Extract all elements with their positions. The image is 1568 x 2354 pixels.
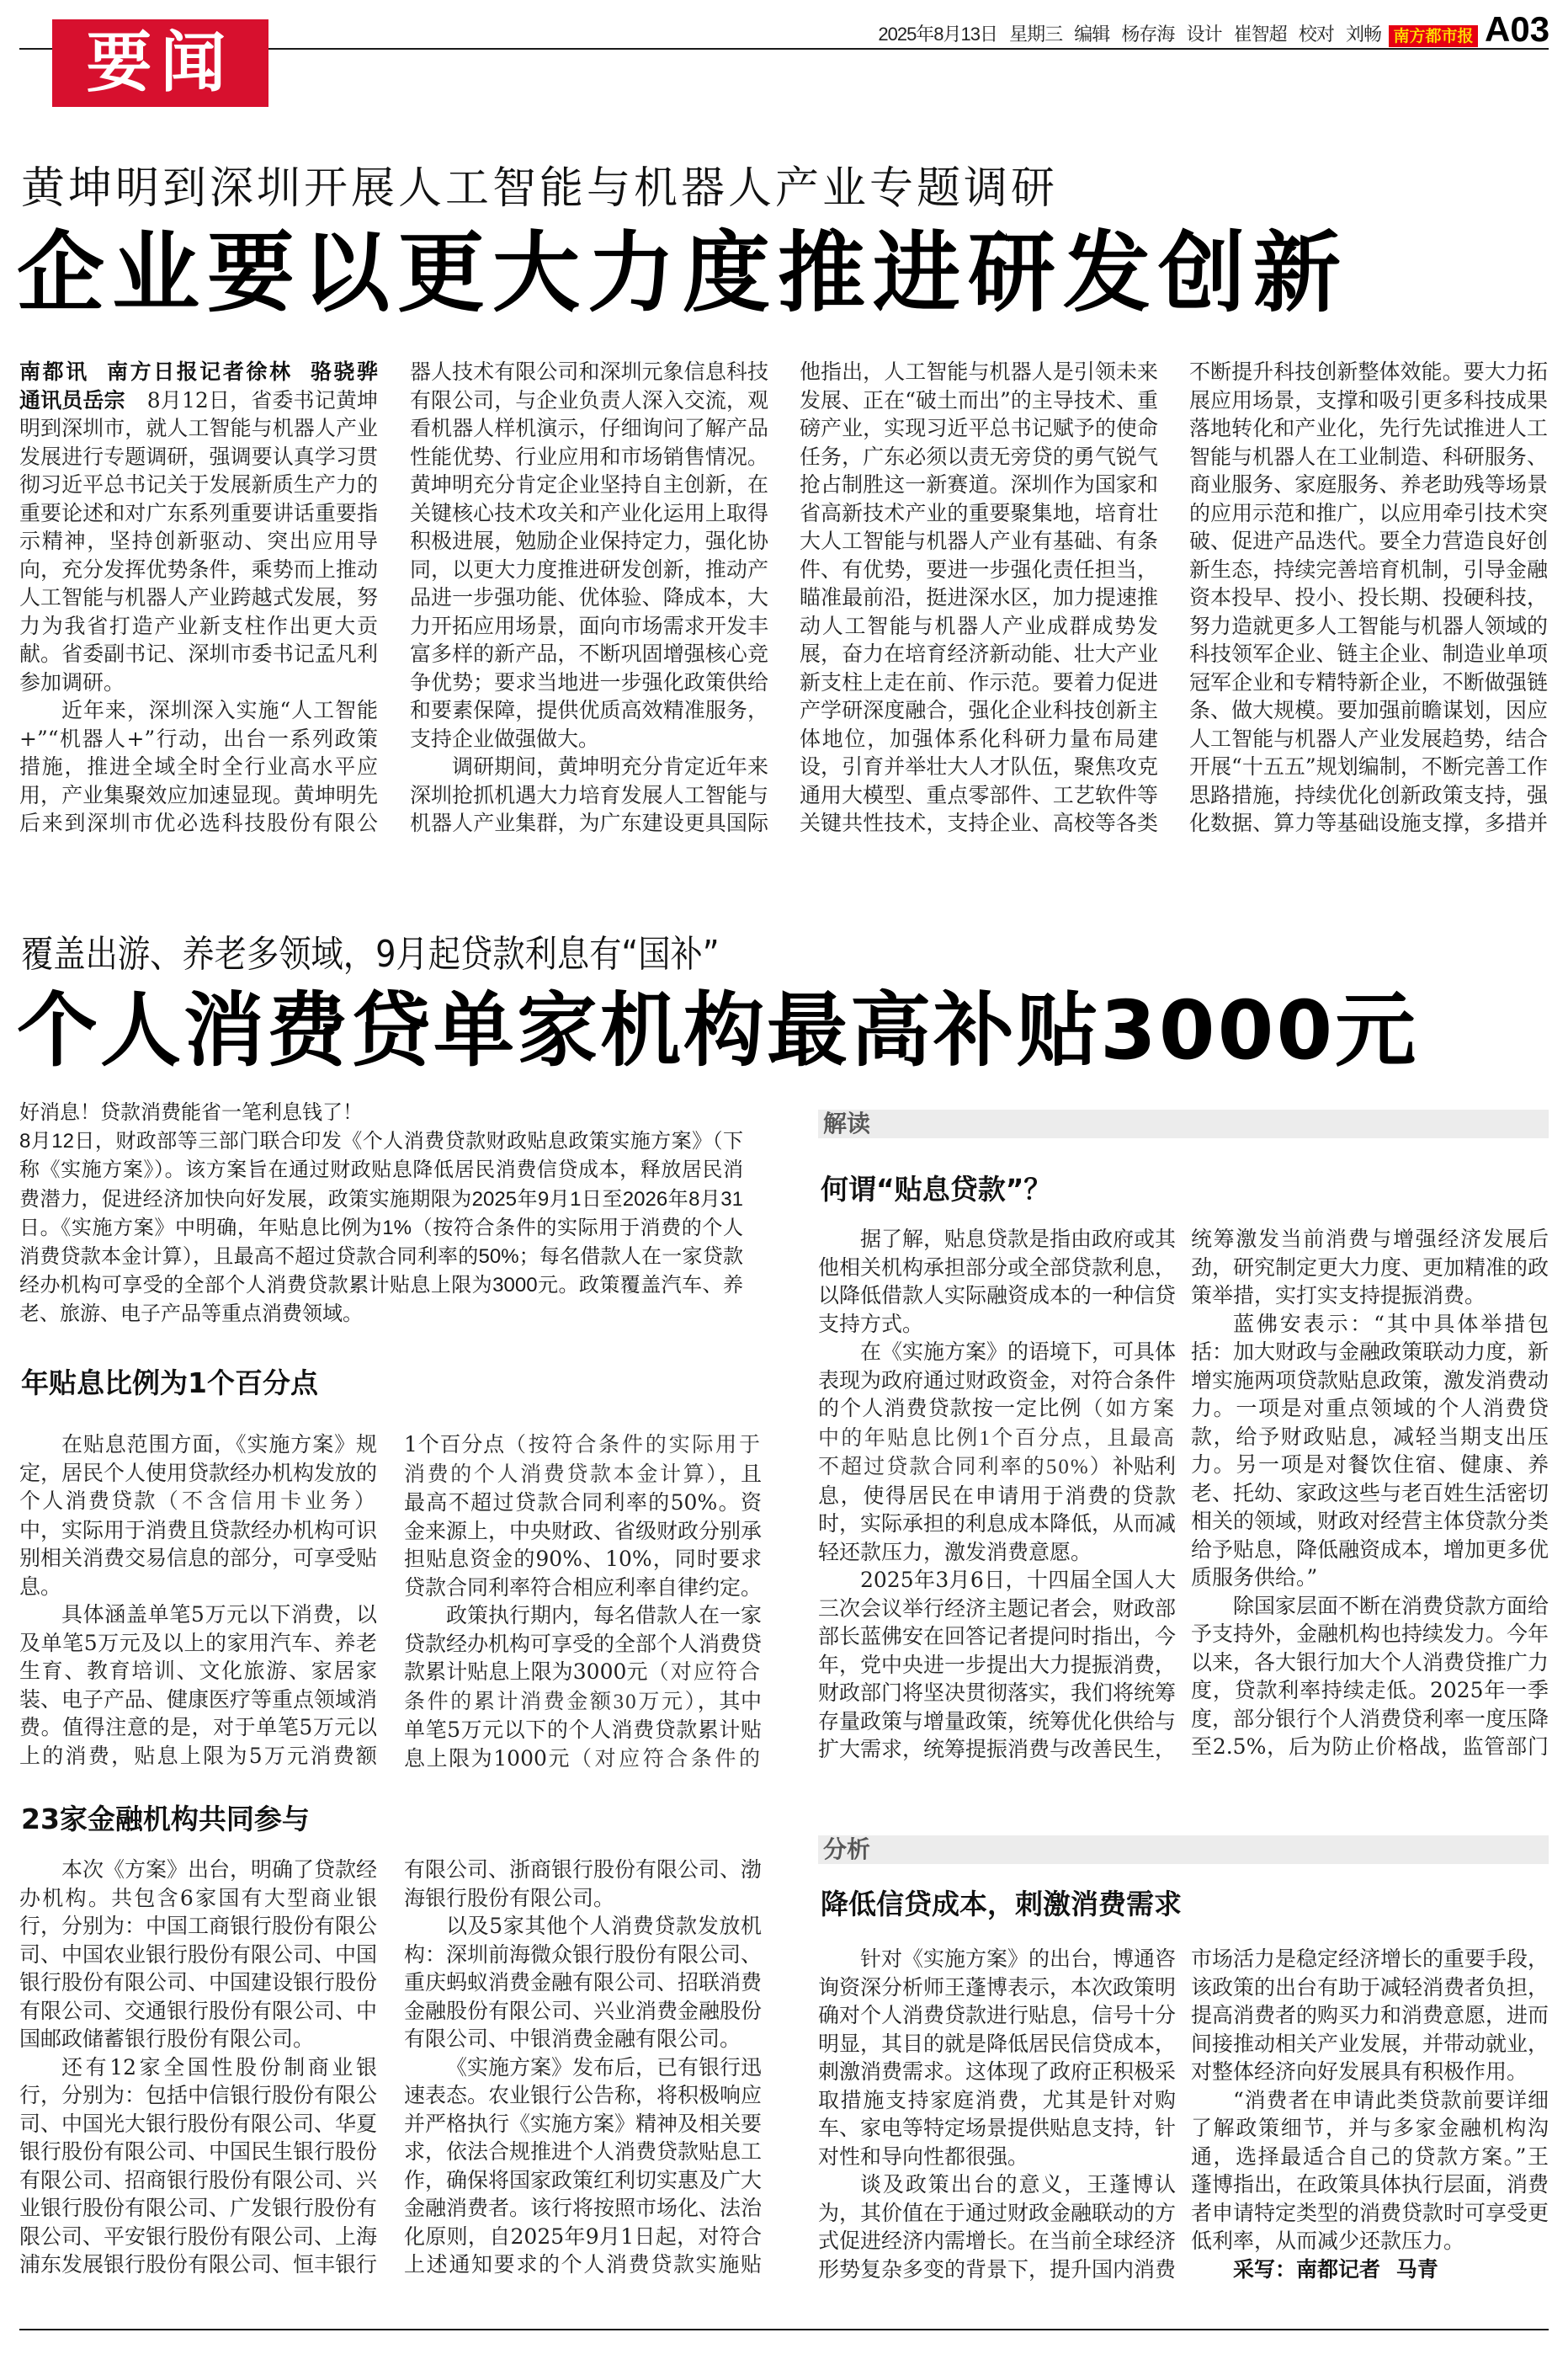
paragraph-text: 在贴息范围方面，《实施方案》规定，居民个人使用贷款经办机构发放的个人消费贷款 bbox=[19, 1432, 377, 1513]
publication-info bbox=[870, 24, 1381, 45]
paragraph-text: 中，实际用于消费且贷款经办机构可识别相关消费交易信息的部分，可享受贴息。 bbox=[19, 1517, 377, 1599]
issue-weekday: 星期三 bbox=[1009, 24, 1063, 45]
byline: 南都讯 南方日报记者徐林 骆骁骅 通讯员岳宗 bbox=[19, 359, 378, 413]
article-subtitle: 覆盖出游、养老多领域，9月起贷款利息有“国补” bbox=[21, 933, 720, 976]
sidebar-heading: 降低信贷成本，刺激消费需求 bbox=[821, 1888, 1182, 1920]
paragraph: 统筹激发当前消费与增强经济发展后劲，研究制定更大力度、更加精准的政策举措，实打实支持提振消费。 bbox=[1191, 1227, 1549, 1307]
paragraph: “消费者在申请此类贷款前要详细了解政策细节，并与多家金融机构沟通，选择最适合自己的贷款方案。”王蓬博指出，在政策具体执行层面，消费者申请特定类型的消费贷款时可享受更低利率，从而减少还款压力。 bbox=[1191, 2087, 1549, 2253]
editor-label: 编辑 bbox=[1074, 24, 1110, 45]
paragraph: 近年来，深圳深入实施“人工智能+”“机器人+”行动，出台一系列政策措施，推进全域全时全行业高水平应用，产业集聚效应加速显现。黄坤明先后来到深圳市优必选科技股份有限公 bbox=[19, 698, 378, 835]
article-headline: 企业要以更大力度推进研发创新 bbox=[17, 221, 1349, 324]
paragraph: 还有12家全国性股份制商业银行，分别为：包括中信银行股份有限公司、中国光大银行股份有限公司、华夏银行股份有限公司、中国民生银行股份有限公司、招商银行股份有限公司、兴业银行股份有限公司、广发银行股份有限公司、平安银行股份有限公司、上海浦东发展银行股份有限公司、恒丰银行 bbox=[19, 2054, 377, 2277]
paragraph-text: 补贴利息，使得居民在申请用于消费的贷款时，实际承担的利息成本降低，从而减轻还款压力，激发消费意愿。 bbox=[818, 1454, 1176, 1564]
paragraph bbox=[818, 1338, 1176, 1566]
article-column bbox=[1189, 358, 1548, 839]
paragraph bbox=[19, 358, 378, 696]
paragraph-text: 政策执行期内，每名借款人在一家贷款经办机构可享受的全部个人消费贷款累计贴息上限为3000元 bbox=[404, 1603, 762, 1684]
article-column bbox=[818, 1225, 1176, 1764]
author-credit bbox=[1191, 2255, 1549, 2284]
parenthetical-note: （对应符合条件的累计消费金额30万元） bbox=[404, 1661, 762, 1713]
proofreader-name: 刘畅 bbox=[1345, 24, 1381, 45]
sidebar-heading: 何谓“贴息贷款”？ bbox=[821, 1173, 1052, 1206]
article-column bbox=[410, 358, 768, 839]
paragraph-text: ，且最高不超过贷款合同利率的50%。资金来源上，中央财政、省级财政分别承担贴息资金的90%、10%，同时要求贷款合同利率符合相应利率自律约定。 bbox=[404, 1461, 762, 1600]
parenthetical-note: （不含信用卡业务） bbox=[157, 1490, 377, 1513]
article-column bbox=[19, 1430, 377, 1771]
page-number: A03 bbox=[1485, 9, 1550, 49]
paragraph bbox=[404, 1430, 762, 1601]
designer-label: 设计 bbox=[1186, 24, 1222, 45]
paragraph: 《实施方案》发布后，已有银行迅速表态。农业银行公告称，将积极响应并严格执行《实施方案》精神及相关要求，依法合规推进个人消费贷款贴息工作，确保将国家政策红利切实惠及广大金融消费者。该行将按照市场化、法治化原则，自2025年9月1日起，对符合上述通知要求的个人消费贷款实施贴 bbox=[404, 2054, 762, 2277]
parenthetical-note: （对应符合条件的 bbox=[571, 1747, 762, 1771]
article-column bbox=[818, 1945, 1176, 2286]
article-subtitle: 黄坤明到深圳开展人工智能与机器人产业专题调研 bbox=[21, 163, 1059, 214]
lead-paragraph: 8月12日，财政部等三部门联合印发《个人消费贷款财政贴息政策实施方案》（下称《实施方案》）。该方案旨在通过财政贴息降低居民消费信贷成本，释放居民消费潜力，促进经济加快向好发展，政策实施期限为2025年9月1日至2026年8月31日。《实施方案》中明确，年贴息比例为1%（按符合条件的实际用于消费的个人消费贷款本金计算），且最高不超过贷款合同利率的50%；每名借款人在一家贷款经办机构可享受的全部个人消费贷款累计贴息上限为3000元。政策覆盖汽车、养老、旅游、电子产品等重点消费领域。 bbox=[19, 1130, 743, 1326]
paragraph: 以及5家其他个人消费贷款发放机构：深圳前海微众银行股份有限公司、重庆蚂蚁消费金融有限公司、招联消费金融股份有限公司、兴业消费金融股份有限公司、中银消费金融有限公司。 bbox=[404, 1914, 762, 2051]
paragraph: 不断提升科技创新整体效能。要大力拓展应用场景，支撑和吸引更多科技成果落地转化和产业化，先行先试推进人工智能与机器人在工业制造、科研服务、商业服务、家庭服务、养老助残等场景的应用示范和推广，以应用牵引技术突破、促进产品迭代。要全力营造良好创新生态，持续完善培育机制，引导金融资本投早、投小、投长期、投硬科技，努力造就更多人工智能与机器人领域的科技领军企业、链主企业、制造业单项冠军企业和专精特新企业，不断做强链条、做大规模。要加强前瞻谋划，因应人工智能与机器人产业发展趋势，结合开展“十五五”规划编制，不断完善工作思路措施，持续优化创新政策支持，强化数据、算力等基础设施支撑，多措并 bbox=[1189, 359, 1548, 835]
paragraph-text: 1个百分点 bbox=[404, 1432, 505, 1457]
paragraph: 本次《方案》出台，明确了贷款经办机构。共包含6家国有大型商业银行，分别为：中国工商银行股份有限公司、中国农业银行股份有限公司、中国银行股份有限公司、中国建设银行股份有限公司、交通银行股份有限公司、中国邮政储蓄银行股份有限公司。 bbox=[19, 1857, 377, 2051]
article-column bbox=[404, 1430, 762, 1771]
paragraph-text: 在《实施方案》的语境下，可具体表现为政府通过财政资金，对符合条件的个人消费贷款按一定比例 bbox=[818, 1339, 1176, 1420]
paragraph bbox=[404, 1601, 762, 1771]
paragraph: 具体涵盖单笔5万元以下消费，以及单笔5万元及以上的家用汽车、养老生育、教育培训、文化旅游、家居家装、电子产品、健康医疗等重点领域消费。值得注意的是，对于单笔5万元以上的消费，贴息上限为5万元消费额 bbox=[19, 1602, 377, 1768]
sidebar-label-bar bbox=[818, 1110, 1549, 1138]
paragraph: 谈及政策出台的意义，王蓬博认为，其价值在于通过财政金融联动的方式促进经济内需增长。在当前全球经济形势复杂多变的背景下，提升国内消费 bbox=[818, 2172, 1176, 2282]
article-lead bbox=[19, 1099, 743, 1329]
paragraph-text: 8月12日，省委书记黄坤明到深圳市，就人工智能与机器人产业发展进行专题调研，强调要认真学习贯彻习近平总书记关于发展新质生产力的重要论述和对广东系列重要讲话重要指示精神，坚持创新驱动、突出应用导向，充分发挥优势条件，乘势而上推动人工智能与机器人产业跨越式发展，努力为我省打造产业新支柱作出更大贡献。省委副书记、深圳市委书记孟凡利参加调研。 bbox=[19, 387, 378, 695]
sidebar-label: 解读 bbox=[823, 1110, 871, 1137]
paragraph: 器人技术有限公司和深圳元象信息科技有限公司，与企业负责人深入交流，观看机器人样机演示，仔细询问了解产品性能优势、行业应用和市场销售情况。黄坤明充分肯定企业坚持自主创新，在关键核心技术攻关和产业化运用上取得积极进展，勉励企业保持定力，强化协同，以更大力度推进研发创新，推动产品进一步强功能、优体验、降成本，大力开拓应用场景，面向市场需求开发丰富多样的新产品，不断巩固增强核心竞争优势；要求当地进一步强化政策供给和要素保障，提供优质高效精准服务，支持企业做强做大。 bbox=[410, 359, 768, 751]
paragraph: 调研期间，黄坤明充分肯定近年来深圳抢抓机遇大力培育发展人工智能与机器人产业集群，为广东建设更具国际 bbox=[410, 754, 768, 835]
issue-date: 2025年8月13日 bbox=[878, 24, 998, 45]
paragraph: 针对《实施方案》的出台，博通咨询资深分析师王蓬博表示，本次政策明确对个人消费贷款进行贴息，信号十分明显，其目的就是降低居民信贷成本，刺激消费需求。这体现了政府正积极采取措施支持家庭消费，尤其是针对购车、家电等特定场景提供贴息支持，针对性和导向性都很强。 bbox=[818, 1947, 1176, 2169]
paragraph: 除国家层面不断在消费贷款方面给予支持外，金融机构也持续发力。今年以来，各大银行加大个人消费贷推广力度，贷款利率持续走低。2025年一季度，部分银行个人消费贷利率一度压降至2.5%，后为防止价格战，监管部门 bbox=[1191, 1593, 1549, 1759]
editor-name: 杨存海 bbox=[1121, 24, 1175, 45]
parenthetical-note: （如方案中的年贴息比例1个百分点，且最高不超过贷款合同利率的50%） bbox=[818, 1398, 1176, 1478]
sidebar-label-bar bbox=[818, 1835, 1549, 1864]
author-credit-text: 采写：南都记者 马青 bbox=[1233, 2256, 1438, 2282]
proofreader-label: 校对 bbox=[1298, 24, 1334, 45]
section-heading: 23家金融机构共同参与 bbox=[21, 1803, 310, 1835]
section-label: 要闻 bbox=[52, 19, 268, 107]
designer-name: 崔智超 bbox=[1233, 24, 1287, 45]
paragraph: 他指出，人工智能与机器人是引领未来发展、正在“破土而出”的主导技术、重磅产业，实现习近平总书记赋予的使命任务，广东必须以责无旁贷的勇气锐气抢占制胜这一新赛道。深圳作为国家和省高新技术产业的重要聚集地，培育壮大人工智能与机器人产业有基础、有条件、有优势，要进一步强化责任担当，瞄准最前沿，挺进深水区，加力提速推动人工智能与机器人产业成群成势发展，奋力在培育经济新动能、壮大产业新支柱上走在前、作示范。要着力促进产学研深度融合，强化企业科技创新主体地位，加强体系化科研力量布局建设，引育并举壮大人才队伍，聚焦攻克通用大模型、重点零部件、工艺软件等关键共性技术，支持企业、高校等各类 bbox=[800, 359, 1158, 835]
article-column bbox=[1191, 1945, 1549, 2286]
paragraph: 蓝佛安表示：“其中具体举措包括：加大财政与金融政策联动力度，新增实施两项贷款贴息政策，激发消费动力。一项是对重点领域的个人消费贷款，给予财政贴息，减轻当期支出压力。另一项是对餐饮住宿、健康、养老、托幼、家政这些与老百姓生活密切相关的领域，财政对经营主体贷款分类给予贴息，降低融资成本，增加更多优质服务供给。” bbox=[1191, 1311, 1549, 1590]
paragraph: 有限公司、浙商银行股份有限公司、渤海银行股份有限公司。 bbox=[404, 1857, 762, 1910]
article-headline: 个人消费贷单家机构最高补贴3000元 bbox=[17, 983, 1419, 1078]
newspaper-logo: 南方都市报 bbox=[1389, 25, 1478, 47]
article-column bbox=[800, 358, 1158, 839]
article-column bbox=[1191, 1225, 1549, 1764]
paragraph: 2025年3月6日，十四届全国人大三次会议举行经济主题记者会，财政部部长蓝佛安在回答记者提问时指出，今年，党中央进一步提出大力提振消费，财政部门将坚决贯彻落实，我们将统筹存量政策与增量政策，统筹优化供给与扩大需求，统筹提振消费与改善民生， bbox=[818, 1568, 1176, 1761]
paragraph: 市场活力是稳定经济增长的重要手段，该政策的出台有助于减轻消费者负担，提高消费者的购买力和消费意愿，进而间接推动相关产业发展，并带动就业，对整体经济向好发展具有积极作用。 bbox=[1191, 1947, 1549, 2084]
article-column bbox=[19, 1856, 377, 2281]
footer-rule bbox=[19, 2329, 1549, 2330]
article-column bbox=[19, 358, 378, 839]
sidebar-label: 分析 bbox=[823, 1835, 871, 1863]
parenthetical-note: （按符合条件的实际用于消费的个人消费贷款本金计算） bbox=[404, 1434, 762, 1486]
article-column bbox=[404, 1856, 762, 2281]
section-heading: 年贴息比例为1个百分点 bbox=[21, 1366, 318, 1399]
paragraph-text: ，其中单笔5万元以下的个人消费贷款累计贴息上限为1000元 bbox=[404, 1688, 762, 1771]
paragraph: 据了解，贴息贷款是指由政府或其他相关机构承担部分或全部贷款利息，以降低借款人实际融资成本的一种信贷支持方式。 bbox=[818, 1227, 1176, 1336]
paragraph bbox=[19, 1430, 377, 1600]
lead-sentence: 好消息！贷款消费能省一笔利息钱了！ bbox=[19, 1101, 363, 1124]
